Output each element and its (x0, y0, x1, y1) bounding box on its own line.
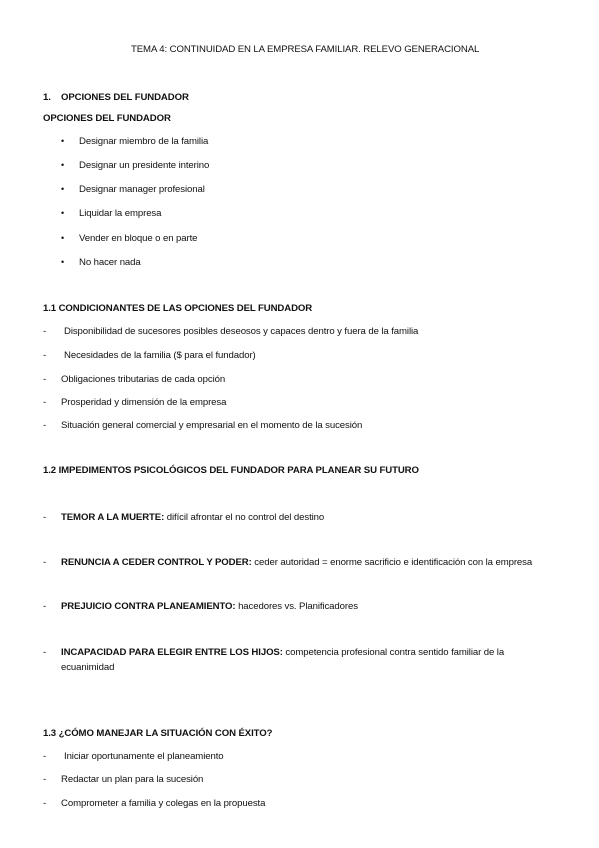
dash-marker: - (43, 374, 47, 385)
list-item-continuation: ecuanimidad (61, 662, 115, 673)
list-item: Iniciar oportunamente el planeamiento (64, 751, 224, 762)
section-1-1-heading: 1.1 CONDICIONANTES DE LAS OPCIONES DEL FUNDADOR (43, 303, 313, 314)
item-label: PREJUICIO CONTRA PLANEAMIENTO: (61, 601, 236, 612)
list-item: Redactar un plan para la sucesión (61, 774, 204, 785)
item-label: INCAPACIDAD PARA ELEGIR ENTRE LOS HIJOS: (61, 647, 283, 658)
section-1-heading: OPCIONES DEL FUNDADOR (61, 92, 189, 103)
bullet-icon: • (61, 136, 65, 146)
bullet-icon: • (61, 257, 65, 267)
list-item: Designar un presidente interino (79, 160, 210, 171)
list-item (61, 601, 358, 612)
dash-marker: - (43, 601, 47, 612)
bullet-icon: • (61, 160, 65, 170)
item-text: competencia profesional contra sentido familiar de la (282, 647, 505, 658)
list-item: Situación general comercial y empresarial en el momento de la sucesión (61, 420, 363, 431)
item-label: RENUNCIA A CEDER CONTROL Y PODER: (61, 557, 252, 568)
list-item: Prosperidad y dimensión de la empresa (61, 397, 227, 408)
list-item: Liquidar la empresa (79, 208, 162, 219)
dash-marker: - (43, 774, 47, 785)
list-item: Designar miembro de la familia (79, 136, 209, 147)
document-title: TEMA 4: CONTINUIDAD EN LA EMPRESA FAMILIAR. RELEVO GENERACIONAL (131, 44, 480, 55)
section-1-2-heading: 1.2 IMPEDIMENTOS PSICOLÓGICOS DEL FUNDADOR PARA PLANEAR SU FUTURO (43, 465, 419, 476)
list-item: Designar manager profesional (79, 184, 205, 195)
section-1-3-heading: 1.3 ¿CÓMO MANEJAR LA SITUACIÓN CON ÉXITO? (43, 728, 273, 739)
bullet-icon: • (61, 208, 65, 218)
bullet-icon: • (61, 233, 65, 243)
section-1-number: 1. (43, 92, 51, 103)
dash-marker: - (43, 420, 47, 431)
list-item: Vender en bloque o en parte (79, 233, 198, 244)
list-item: Obligaciones tributarias de cada opción (61, 374, 226, 385)
list-item: Disponibilidad de sucesores posibles deseosos y capaces dentro y fuera de la familia (64, 326, 419, 337)
dash-marker: - (43, 557, 47, 568)
list-item: No hacer nada (79, 257, 141, 268)
item-label: TEMOR A LA MUERTE: (61, 512, 165, 523)
dash-marker: - (43, 326, 47, 337)
dash-marker: - (43, 647, 47, 658)
dash-marker: - (43, 350, 47, 361)
list-item: Necesidades de la familia ($ para el fundador) (64, 350, 256, 361)
bullet-icon: • (61, 184, 65, 194)
dash-marker: - (43, 751, 47, 762)
list-item (61, 512, 324, 523)
item-text: difícil afrontar el no control del destino (164, 512, 325, 523)
list-item (61, 647, 504, 658)
list-item: Comprometer a familia y colegas en la propuesta (61, 798, 266, 809)
item-text: hacedores vs. Planificadores (235, 601, 358, 612)
list-item (61, 557, 532, 568)
section-1-subheading: OPCIONES DEL FUNDADOR (43, 113, 171, 124)
item-text: ceder autoridad = enorme sacrificio e identificación con la empresa (251, 557, 533, 568)
dash-marker: - (43, 798, 47, 809)
dash-marker: - (43, 512, 47, 523)
dash-marker: - (43, 397, 47, 408)
